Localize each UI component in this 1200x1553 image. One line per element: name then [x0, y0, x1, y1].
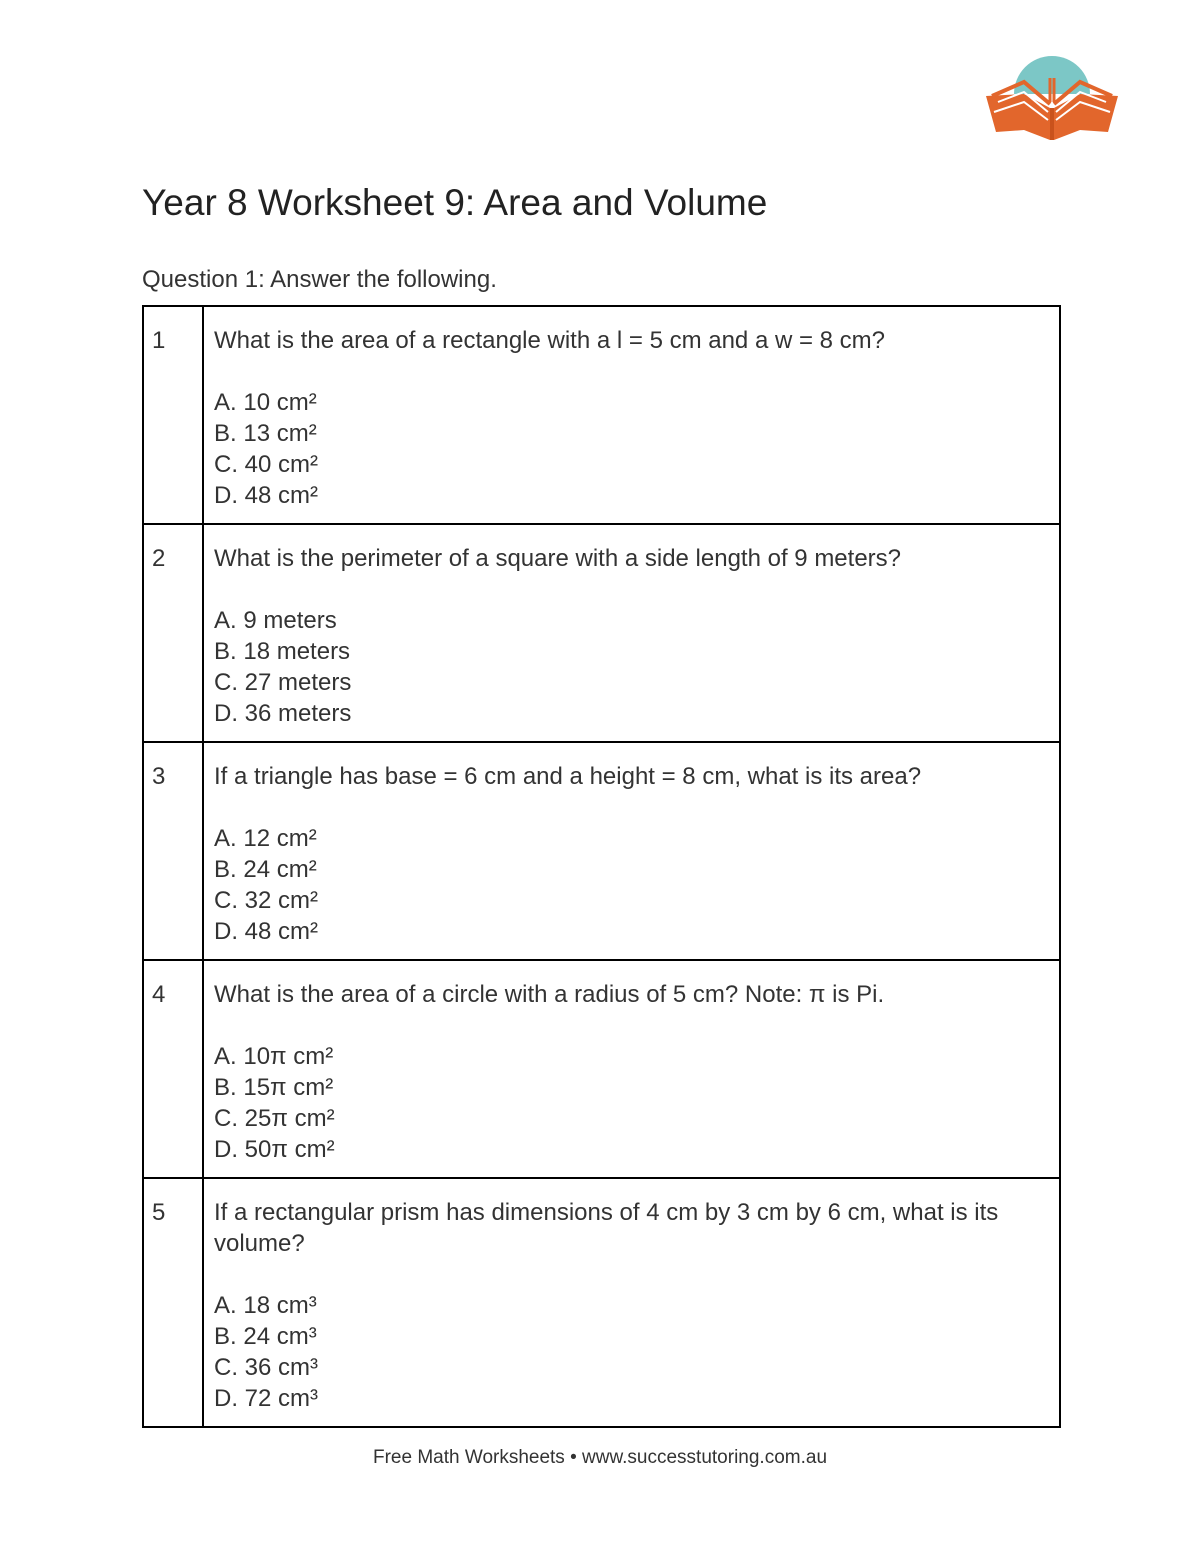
question-row [143, 960, 1060, 1178]
answer-option: B. 13 cm² [214, 420, 317, 447]
question-row [143, 1178, 1060, 1427]
answer-option: D. 36 meters [214, 700, 352, 727]
answer-option: A. 18 cm³ [214, 1292, 317, 1319]
answer-option: D. 50π cm² [214, 1136, 335, 1163]
answer-option: A. 12 cm² [214, 825, 317, 852]
answer-option: A. 10π cm² [214, 1043, 334, 1070]
question-text: If a triangle has base = 6 cm and a height = 8 cm, what is its area? [214, 763, 922, 790]
question-number: 2 [143, 524, 203, 742]
question-text: What is the perimeter of a square with a side length of 9 meters? [214, 545, 902, 572]
book-logo-icon [984, 56, 1120, 144]
footer: Free Math Worksheets • www.successtutoring.com.au [372, 1447, 828, 1468]
question-content [203, 306, 1060, 524]
question-number: 3 [143, 742, 203, 960]
question-content [203, 742, 1060, 960]
question-instruction: Question 1: Answer the following. [142, 266, 497, 293]
answer-option: C. 25π cm² [214, 1105, 335, 1132]
answer-option: B. 18 meters [214, 638, 351, 665]
question-text: What is the area of a circle with a radius of 5 cm? Note: π is Pi. [214, 981, 885, 1008]
answer-option: C. 36 cm³ [214, 1354, 319, 1381]
answer-option: D. 48 cm² [214, 482, 319, 509]
worksheet-title: Year 8 Worksheet 9: Area and Volume [142, 182, 768, 223]
question-row [143, 742, 1060, 960]
answer-option: C. 40 cm² [214, 451, 319, 478]
question-content [203, 524, 1060, 742]
question-text: What is the area of a rectangle with a l = 5 cm and a w = 8 cm? [214, 327, 886, 354]
answer-option: D. 72 cm³ [214, 1385, 319, 1412]
questions-table [142, 305, 1061, 1428]
question-row [143, 306, 1060, 524]
answer-option: C. 27 meters [214, 669, 352, 696]
answer-option: D. 48 cm² [214, 918, 319, 945]
answer-option: A. 9 meters [214, 607, 337, 634]
answer-option: B. 24 cm³ [214, 1323, 317, 1350]
question-number: 1 [143, 306, 203, 524]
answer-option: B. 24 cm² [214, 856, 317, 883]
question-content [203, 960, 1060, 1178]
question-row [143, 524, 1060, 742]
answer-option: C. 32 cm² [214, 887, 319, 914]
answer-option: B. 15π cm² [214, 1074, 334, 1101]
answer-option: A. 10 cm² [214, 389, 317, 416]
question-content [203, 1178, 1060, 1427]
question-text: If a rectangular prism has dimensions of 4 cm by 3 cm by 6 cm, what is its volume? [214, 1199, 999, 1257]
question-number: 5 [143, 1178, 203, 1427]
question-number: 4 [143, 960, 203, 1178]
